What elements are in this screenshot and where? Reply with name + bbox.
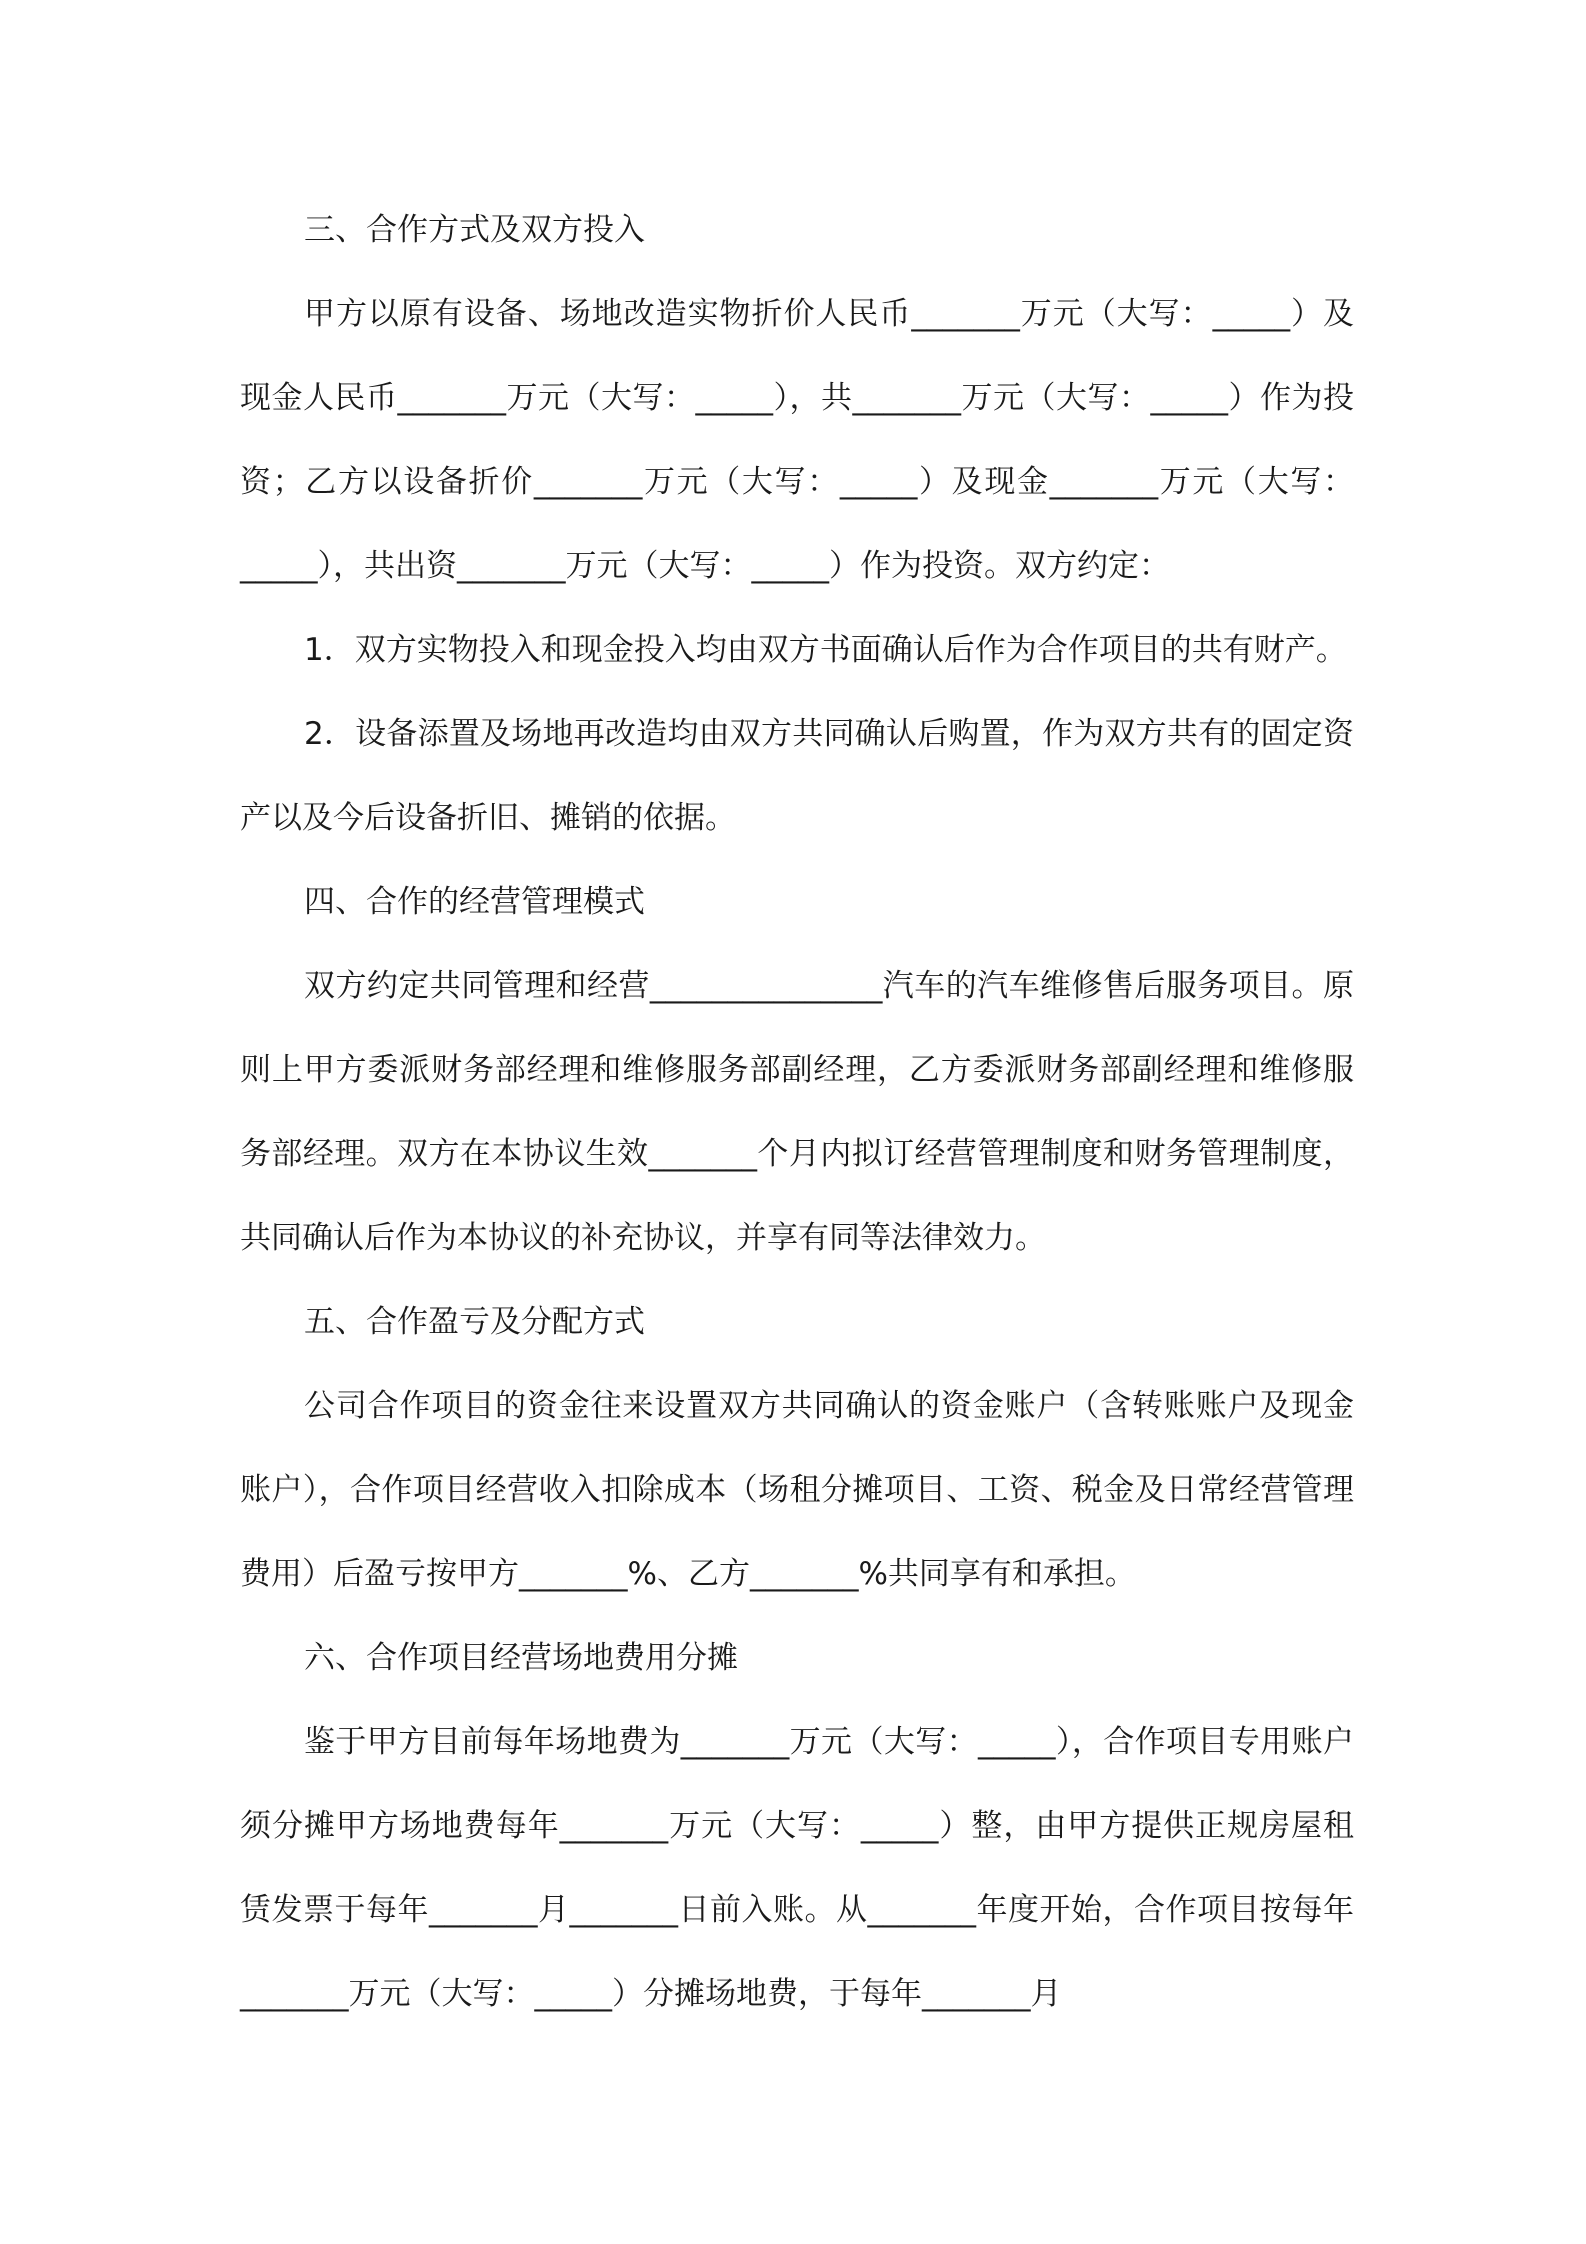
section-heading-site-fees: 六、合作项目经营场地费用分摊 [304,1640,738,1676]
list-item-1: 1．双方实物投入和现金投入均由双方书面确认后作为合作项目的共有财产。 [304,632,1347,668]
paragraph-investment: 甲方以原有设备、场地改造实物折价人民币_______万元（大写：_____）及现金人民币_______万元（大写：_____），共_______万元（大写：_____）作为投资；乙方以设备折价_______万元（大写：_____）及现金_______万元（大写：_____），共出资_______万元（大写：_____）作为投资。双方约定： [240,296,1354,584]
paragraph-site-fees: 鉴于甲方目前每年场地费为_______万元（大写：_____），合作项目专用账户须分摊甲方场地费每年_______万元（大写：_____）整，由甲方提供正规房屋租赁发票于每年_______月_______日前入账。从_______年度开始，合作项目按每年_______万元（大写：_____）分摊场地费，于每年_______月 [240,1724,1354,2012]
section-heading-management-mode: 四、合作的经营管理模式 [304,884,645,920]
document-body [240,188,1354,2036]
section-heading-profit-distribution: 五、合作盈亏及分配方式 [304,1304,645,1340]
paragraph-profit: 公司合作项目的资金往来设置双方共同确认的资金账户（含转账账户及现金账户），合作项目经营收入扣除成本（场租分摊项目、工资、税金及日常经营管理费用）后盈亏按甲方_______%、乙方_______%共同享有和承担。 [240,1388,1354,1592]
section-heading-cooperation-method: 三、合作方式及双方投入 [304,212,645,248]
paragraph-management: 双方约定共同管理和经营_______________汽车的汽车维修售后服务项目。原则上甲方委派财务部经理和维修服务部副经理，乙方委派财务部副经理和维修服务部经理。双方在本协议生效_______个月内拟订经营管理制度和财务管理制度，共同确认后作为本协议的补充协议，并享有同等法律效力。 [240,968,1354,1256]
list-item-2: 2．设备添置及场地再改造均由双方共同确认后购置，作为双方共有的固定资产以及今后设备折旧、摊销的依据。 [240,716,1354,836]
